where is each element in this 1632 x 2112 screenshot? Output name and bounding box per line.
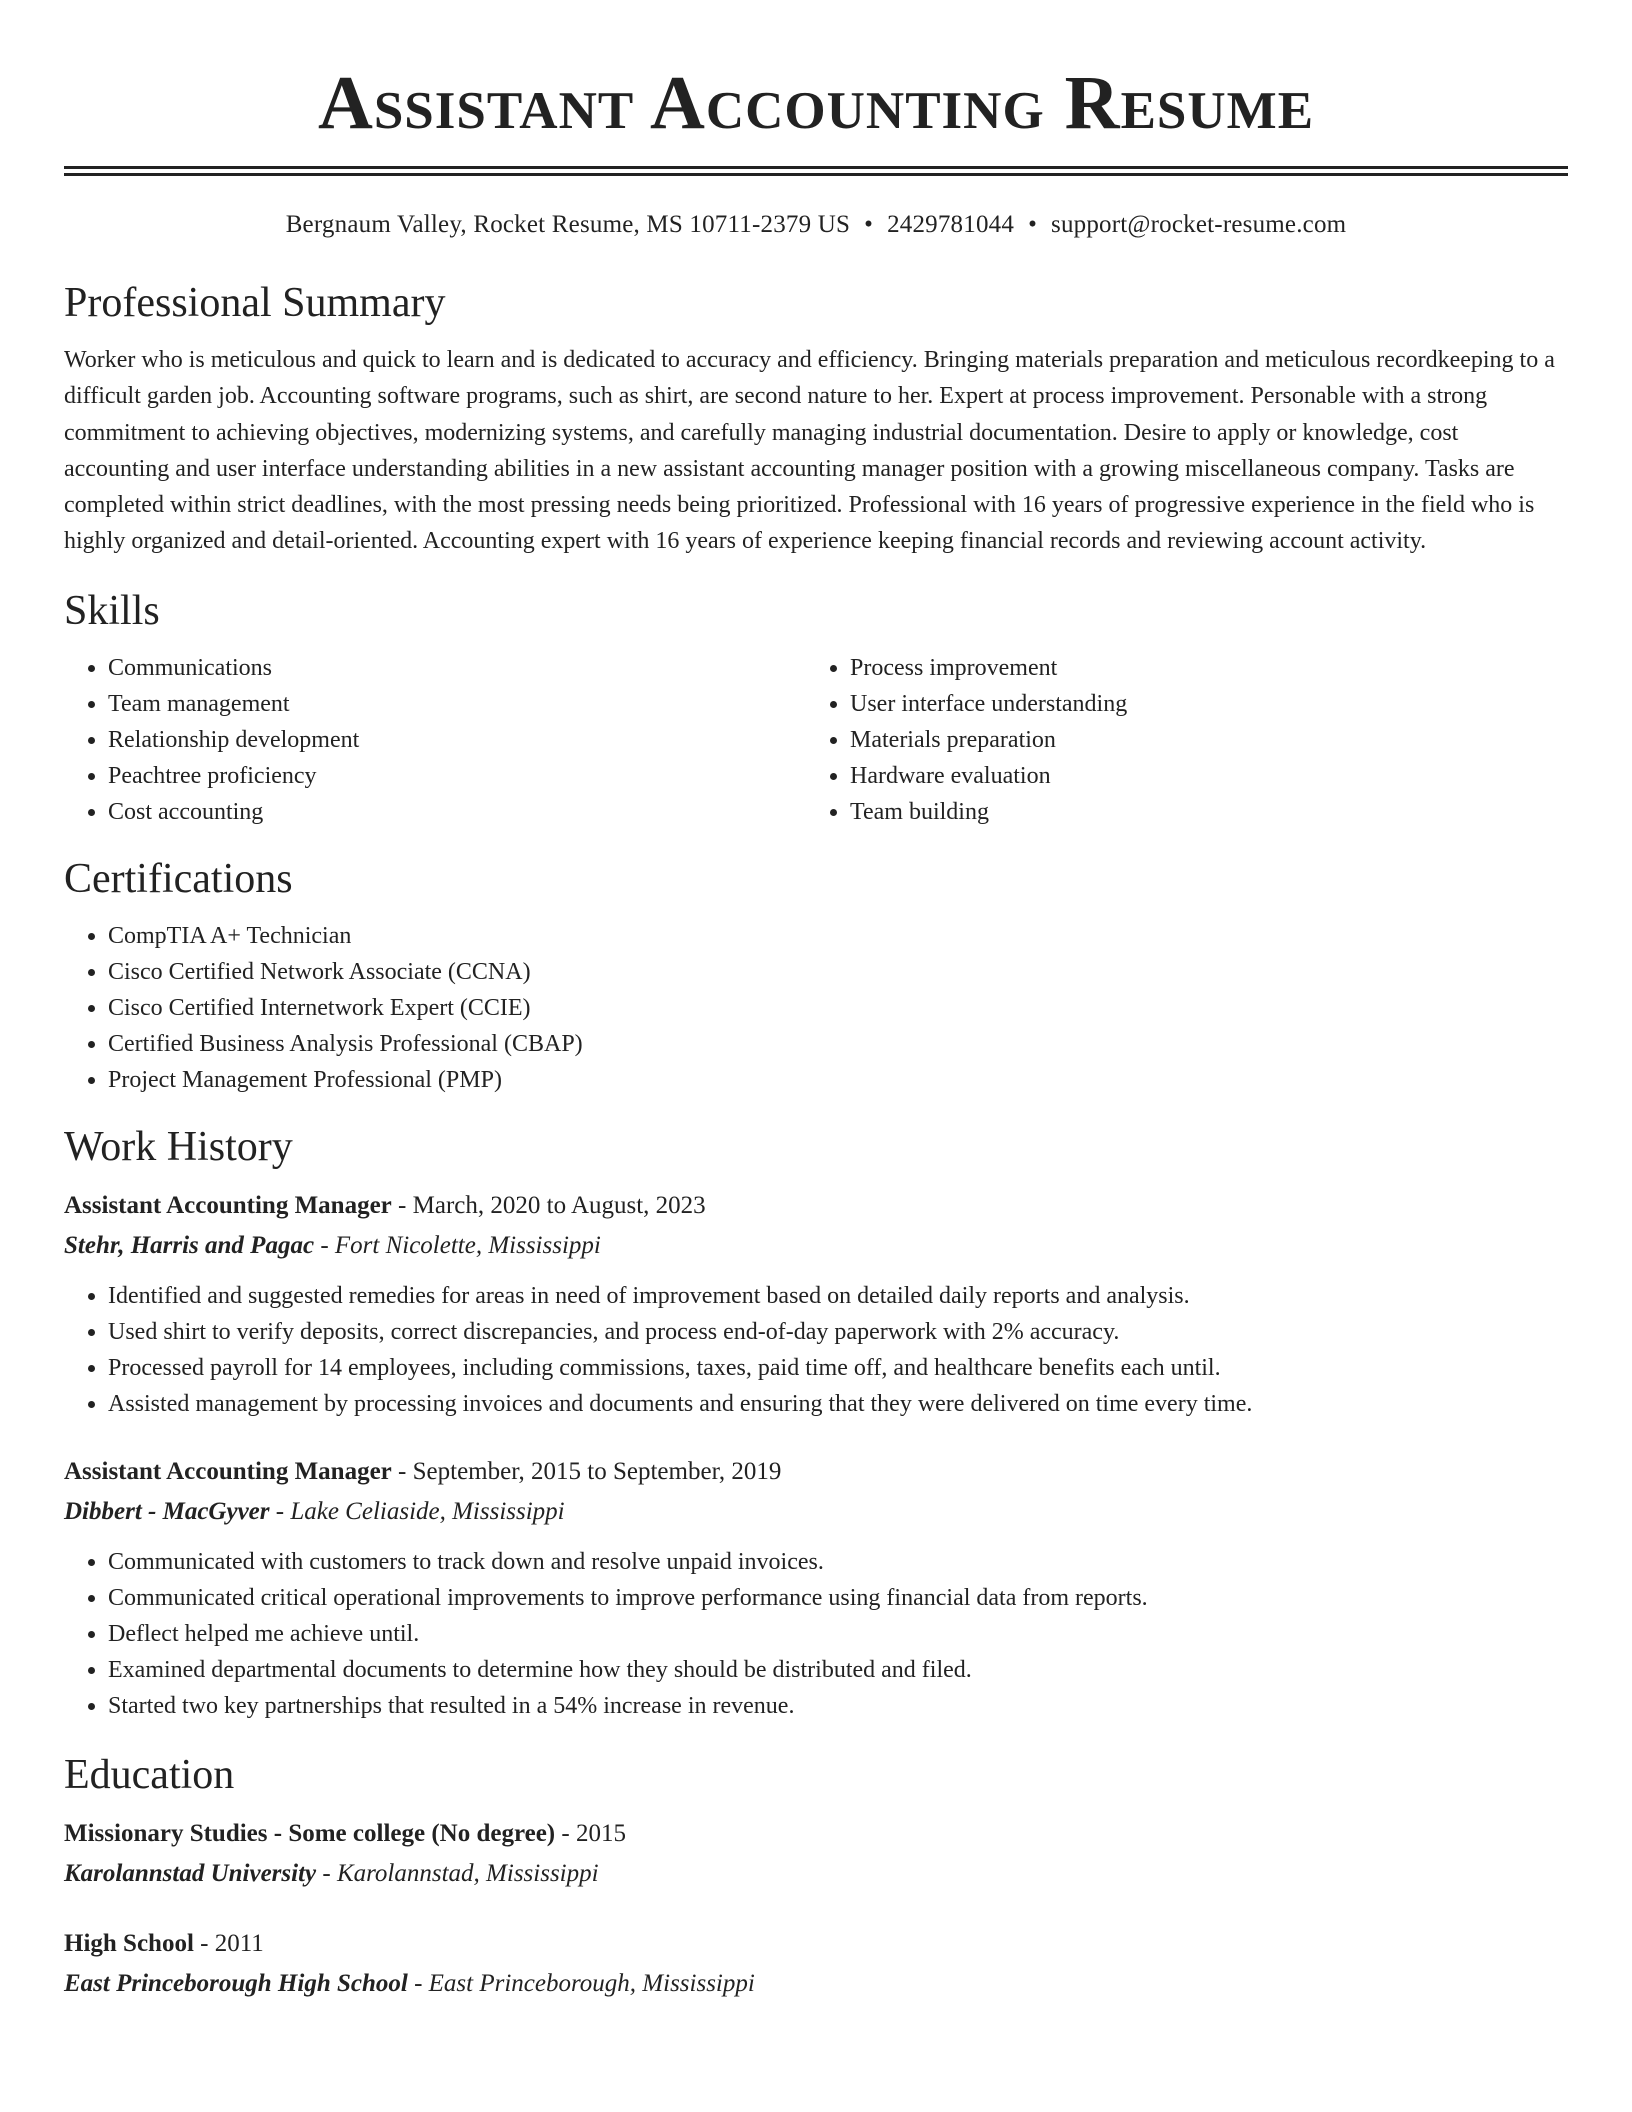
skill-item: • Materials preparation (850, 722, 1548, 758)
skill-item: • Cost accounting (108, 794, 806, 830)
job-bullet: • Communicated critical operational improvements to improve performance using financial data from reports. (108, 1580, 1568, 1616)
job-bullet: • Assisted management by processing invoices and documents and ensuring that they were delivered on time every time. (108, 1386, 1568, 1422)
job-bullet: • Examined departmental documents to determine how they should be distributed and filed. (108, 1652, 1568, 1688)
education-degree-line: High School - 2011 (64, 1929, 264, 1957)
education-school-line: East Princeborough High School - East Princeborough, Mississippi (64, 1969, 755, 1997)
education-school-line: Karolannstad University - Karolannstad, Mississippi (64, 1859, 599, 1887)
skill-item: • Communications (108, 650, 806, 686)
skill-item: • Peachtree proficiency (108, 758, 806, 794)
title-divider (64, 166, 1568, 176)
certification-item: • Cisco Certified Network Associate (CCNA) (108, 954, 1568, 990)
resume-title: Assistant Accounting Resume (317, 61, 1315, 145)
contact-phone: 2429781044 (887, 211, 1015, 238)
job-entry (64, 1186, 1568, 1422)
job-dates: March, 2020 to August, 2023 (412, 1191, 706, 1219)
job-title: Assistant Accounting Manager (64, 1191, 392, 1219)
job-bullet: • Identified and suggested remedies for areas in need of improvement based on detailed daily reports and analysis. (108, 1278, 1568, 1314)
summary-text: Worker who is meticulous and quick to learn and is dedicated to accuracy and efficiency. Bringing materials preparation and meticulous recordkeeping to a difficult garden job. Accounting software programs, such as shirt, are second nature to her. Expert at process improvement. Personable with a strong commitment to achieving objectives, modernizing systems, and carefully managing industrial documentation. Desire to apply or knowledge, cost accounting and user interface understanding abilities in a new assistant accounting manager position with a growing miscellaneous company. Tasks are completed within strict deadlines, with the most pressing needs being prioritized. Professional with 16 years of progressive experience in the field who is highly organized and detail-oriented. Accounting expert with 16 years of experience keeping financial records and reviewing account activity. (64, 347, 1555, 555)
job-title: Assistant Accounting Manager (64, 1457, 392, 1485)
job-title-line: Assistant Accounting Manager - March, 2020 to August, 2023 (64, 1191, 706, 1219)
education-location: East Princeborough, Mississippi (428, 1969, 755, 1997)
education-heading: Education (64, 1751, 235, 1798)
skills-grid (64, 650, 1568, 830)
skills-section (64, 586, 1568, 830)
education-year: 2011 (214, 1929, 264, 1957)
skill-item: • User interface understanding (850, 686, 1548, 722)
certification-item: • Certified Business Analysis Professional (CBAP) (108, 1026, 1568, 1062)
summary-heading: Professional Summary (64, 280, 446, 326)
job-bullet: • Processed payroll for 14 employees, including commissions, taxes, paid time off, and healthcare benefits each until. (108, 1350, 1568, 1386)
education-entry (64, 1814, 1568, 1894)
education-entry (64, 1924, 1568, 2004)
certification-item: • Project Management Professional (PMP) (108, 1062, 1568, 1098)
job-location: Fort Nicolette, Mississippi (334, 1231, 601, 1259)
job-entry (64, 1452, 1568, 1724)
job-bullet: • Communicated with customers to track down and resolve unpaid invoices. (108, 1544, 1568, 1580)
skills-heading: Skills (64, 587, 160, 634)
work-history-heading: Work History (64, 1123, 293, 1170)
job-bullet: • Deflect helped me achieve until. (108, 1616, 1568, 1652)
job-bullet: • Started two key partnerships that resulted in a 54% increase in revenue. (108, 1688, 1568, 1724)
summary-section (64, 278, 1568, 560)
contact-email: support@rocket-resume.com (1051, 211, 1347, 238)
job-title-line: Assistant Accounting Manager - September, 2015 to September, 2019 (64, 1457, 782, 1485)
skill-item: • Process improvement (850, 650, 1548, 686)
education-degree: High School (64, 1929, 194, 1957)
job-company: Stehr, Harris and Pagac (64, 1231, 315, 1259)
certification-item: • CompTIA A+ Technician (108, 918, 1568, 954)
job-company-line: Dibbert - MacGyver - Lake Celiaside, Mississippi (64, 1497, 565, 1525)
certifications-section (64, 854, 1568, 1098)
education-location: Karolannstad, Mississippi (336, 1859, 599, 1887)
skill-item: • Hardware evaluation (850, 758, 1548, 794)
contact-separator: • (1028, 211, 1038, 238)
job-location: Lake Celiaside, Mississippi (290, 1497, 565, 1525)
certifications-heading: Certifications (64, 855, 293, 902)
contact-separator: • (864, 211, 874, 238)
skills-column-left (64, 650, 806, 830)
work-history-section (64, 1122, 1568, 1724)
education-degree-line: Missionary Studies - Some college (No degree) - 2015 (64, 1819, 626, 1847)
job-company-line: Stehr, Harris and Pagac - Fort Nicolette, Mississippi (64, 1231, 601, 1259)
education-year: 2015 (575, 1819, 626, 1847)
job-bullet: • Used shirt to verify deposits, correct discrepancies, and process end-of-day paperwork with 2% accuracy. (108, 1314, 1568, 1350)
contact-line (64, 210, 1568, 240)
certification-item: • Cisco Certified Internetwork Expert (CCIE) (108, 990, 1568, 1026)
job-dates: September, 2015 to September, 2019 (412, 1457, 782, 1485)
skill-item: • Team building (850, 794, 1548, 830)
skill-item: • Team management (108, 686, 806, 722)
job-company: Dibbert - MacGyver (64, 1497, 270, 1525)
skill-item: • Relationship development (108, 722, 806, 758)
contact-address: Bergnaum Valley, Rocket Resume, MS 10711-2379 US (285, 211, 851, 238)
education-school: Karolannstad University (64, 1859, 317, 1887)
education-school: East Princeborough High School (64, 1969, 408, 1997)
education-degree: Missionary Studies - Some college (No degree) (64, 1819, 556, 1847)
skills-column-right (806, 650, 1548, 830)
education-section (64, 1750, 1568, 2004)
